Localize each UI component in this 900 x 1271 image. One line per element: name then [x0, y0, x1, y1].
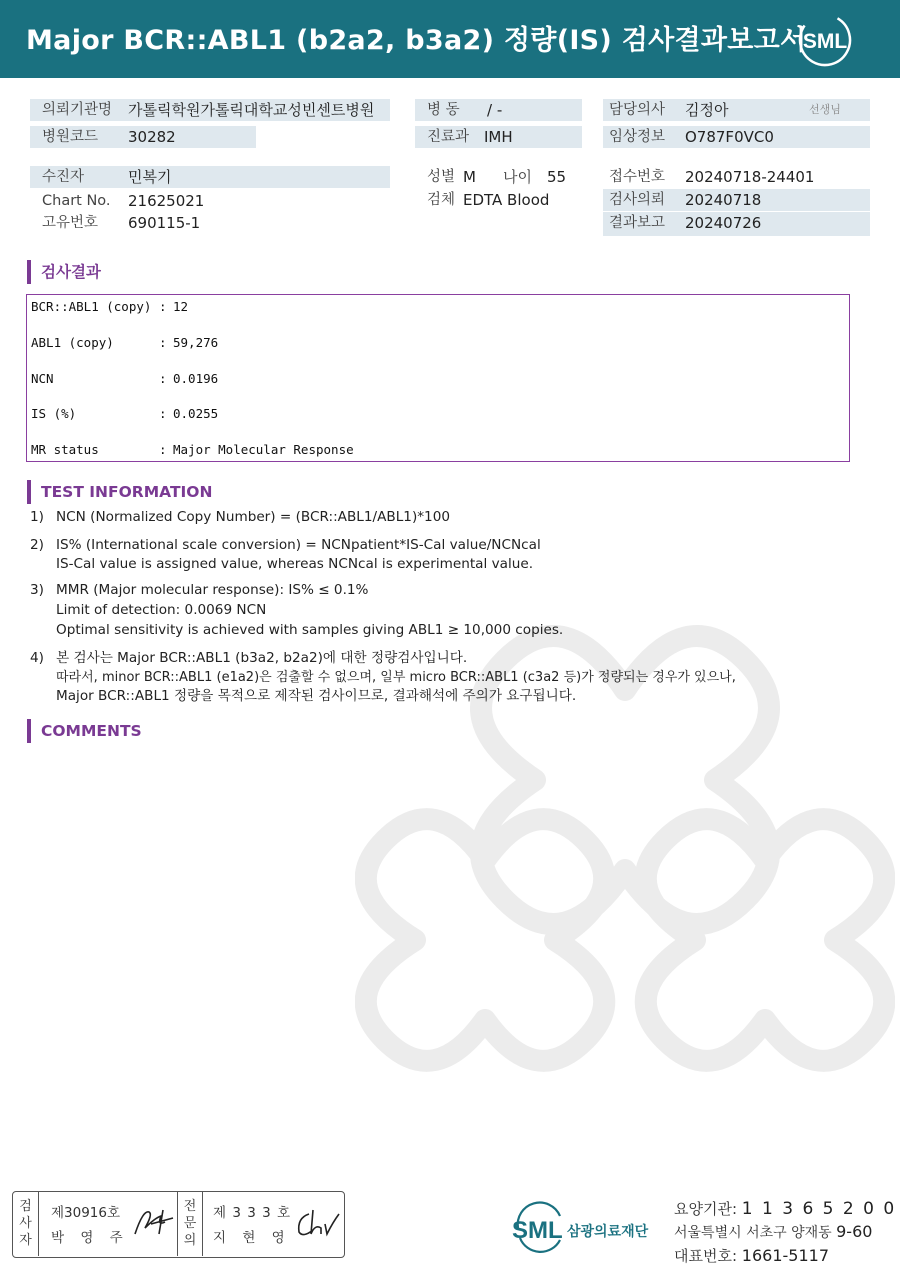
examiner-name: 박 영 주	[51, 1230, 129, 1246]
examinee-label: 수진자	[42, 169, 85, 185]
doctor-value: 김정아	[685, 101, 729, 119]
report-date-value: 20240726	[685, 214, 762, 232]
specialist-signature-icon	[293, 1206, 341, 1240]
chart-label: Chart No.	[42, 193, 111, 209]
comments-heading: COMMENTS	[27, 719, 142, 743]
result-separator: :	[159, 442, 167, 457]
unique-id-value: 690115-1	[128, 214, 201, 232]
doctor-suffix: 선생님	[809, 103, 841, 116]
specialist-name: 지 현 영	[213, 1230, 291, 1246]
receipt-field	[603, 166, 870, 188]
signature-stamp	[12, 1191, 345, 1258]
result-label: IS (%)	[31, 406, 77, 421]
hospital-code-field	[30, 126, 256, 148]
result-value: 12	[173, 299, 189, 314]
examiner-signature-icon	[131, 1204, 177, 1240]
info-line: 본 검사는 Major BCR::ABL1 (b3a2, b2a2)에 대한 정량검사입니다.	[56, 650, 468, 666]
request-date-value: 20240718	[685, 191, 762, 209]
result-value: 59,276	[173, 335, 219, 350]
specimen-label: 검체	[427, 192, 456, 208]
header-logo-text: SML	[802, 30, 848, 53]
clinical-field	[603, 126, 870, 148]
ward-value: / -	[487, 101, 503, 119]
info-line: Major BCR::ABL1 정량을 목적으로 제작된 검사이므로, 결과해석에 주의가 요구됩니다.	[56, 688, 577, 704]
request-date-field	[603, 189, 870, 211]
examiner-char: 검	[19, 1199, 32, 1214]
institution-value: 가톨릭학원가톨릭대학교성빈센트병원	[128, 101, 375, 119]
info-item	[30, 581, 850, 641]
results-box	[26, 294, 850, 462]
ward-label: 병 동	[427, 102, 460, 118]
result-separator: :	[159, 299, 167, 314]
info-number: 2)	[30, 537, 44, 553]
receipt-label: 접수번호	[609, 169, 666, 185]
chart-value: 21625021	[128, 192, 205, 210]
result-separator: :	[159, 406, 167, 421]
footer-phone-line	[674, 1245, 829, 1266]
info-line: NCN (Normalized Copy Number) = (BCR::ABL1/ABL1)*100	[56, 509, 450, 525]
info-line: IS% (International scale conversion) = NCNpatient*IS-Cal value/NCNcal	[56, 537, 541, 553]
footer-address-no: 9-60	[836, 1222, 873, 1241]
info-number: 1)	[30, 509, 44, 525]
info-line: MMR (Major molecular response): IS% ≤ 0.1%	[56, 582, 369, 598]
info-item	[30, 536, 850, 576]
test-info-heading: TEST INFORMATION	[27, 480, 212, 504]
examinee-field	[30, 166, 390, 188]
result-value: 0.0255	[173, 406, 219, 421]
result-label: BCR::ABL1 (copy)	[31, 299, 152, 314]
footer-address: 서울특별시 서초구 양재동	[674, 1225, 832, 1241]
report-title: Major BCR::ABL1 (b2a2, b3a2) 정량(IS) 검사결과보고서	[26, 25, 807, 56]
hospital-code-value: 30282	[128, 128, 176, 146]
footer-code-label: 요양기관:	[674, 1200, 738, 1218]
unique-id-field	[30, 212, 390, 234]
specialist-license-no: 제 3 3 3 호	[213, 1205, 292, 1221]
ward-field	[415, 99, 582, 121]
info-line: 따라서, minor BCR::ABL1 (e1a2)은 검출할 수 없으며, 일부 micro BCR::ABL1 (c3a2 등)가 정량되는 경우가 있으나,	[56, 670, 736, 685]
footer-phone-label: 대표번호:	[674, 1247, 738, 1265]
sex-age-field	[415, 166, 595, 188]
result-separator: :	[159, 335, 167, 350]
examinee-value: 민복기	[128, 168, 172, 186]
examiner-char: 자	[19, 1233, 32, 1248]
info-line: Limit of detection: 0.0069 NCN	[56, 602, 267, 618]
info-line: Optimal sensitivity is achieved with samples giving ABL1 ≥ 10,000 copies.	[56, 622, 564, 638]
examiner-license-no: 제30916호	[51, 1205, 121, 1221]
sml-foundation-logo-icon	[510, 1198, 670, 1258]
request-date-label: 검사의뢰	[609, 192, 666, 208]
department-value: IMH	[484, 128, 513, 146]
info-line: IS-Cal value is assigned value, whereas NCNcal is experimental value.	[56, 556, 534, 572]
info-item	[30, 508, 850, 528]
specialist-vertical-label	[177, 1192, 203, 1256]
specimen-field	[415, 189, 595, 211]
sex-label: 성별	[427, 169, 456, 185]
sex-value: M	[463, 168, 476, 186]
report-date-label: 결과보고	[609, 215, 666, 231]
institution-field	[30, 99, 390, 121]
footer-address-line	[674, 1222, 872, 1242]
footer-code-value: 1 1 3 6 5 2 0 0	[741, 1199, 897, 1219]
sml-logo-icon	[798, 13, 852, 67]
unique-id-label: 고유번호	[42, 215, 99, 231]
chart-field	[30, 190, 390, 212]
info-number: 3)	[30, 582, 44, 598]
department-field	[415, 126, 582, 148]
age-label: 나이	[503, 168, 532, 186]
footer-logo-text: SML	[512, 1217, 563, 1244]
doctor-field	[603, 99, 870, 121]
results-heading: 검사결과	[27, 260, 101, 284]
specialist-char: 전	[183, 1199, 197, 1214]
receipt-value: 20240718-24401	[685, 168, 815, 186]
age-value: 55	[547, 168, 567, 186]
specimen-value: EDTA Blood	[463, 191, 550, 209]
footer-code-line	[674, 1198, 896, 1219]
footer-phone-value: 1661-5117	[741, 1246, 830, 1265]
examiner-vertical-label	[13, 1192, 39, 1256]
institution-label: 의뢰기관명	[42, 102, 113, 118]
info-item	[30, 649, 850, 709]
report-header	[0, 0, 900, 78]
footer-org-name: 삼광의료재단	[567, 1224, 649, 1240]
specialist-char: 의	[183, 1233, 197, 1248]
info-number: 4)	[30, 650, 44, 666]
result-label: MR status	[31, 442, 99, 457]
report-date-field	[603, 212, 870, 236]
examiner-char: 사	[19, 1216, 32, 1231]
clinical-label: 임상정보	[609, 129, 666, 145]
specialist-char: 문	[183, 1216, 197, 1231]
result-label: NCN	[31, 371, 54, 386]
result-label: ABL1 (copy)	[31, 335, 114, 350]
clinical-value: O787F0VC0	[685, 128, 774, 146]
result-value: Major Molecular Response	[173, 442, 354, 457]
doctor-label: 담당의사	[609, 102, 666, 118]
hospital-code-label: 병원코드	[42, 129, 99, 145]
department-label: 진료과	[427, 129, 470, 145]
result-separator: :	[159, 371, 167, 386]
result-value: 0.0196	[173, 371, 219, 386]
